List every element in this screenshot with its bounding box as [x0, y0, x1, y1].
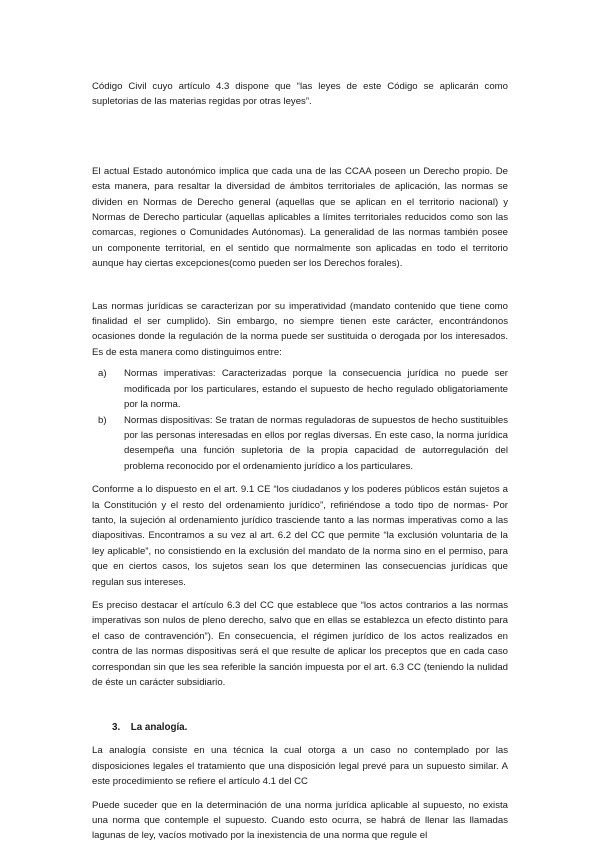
paragraph-imperatividad: Las normas jurídicas se caracterizan por su imperatividad (mandato contenido que tiene como finalidad el ser cumplido). Sin embargo, no siempre tienen este carácter, encontrándonos ocasiones donde la regulación de la norma puede ser sustituida o derogada por los interesados. Es de esta manera como distinguimos entre:	[92, 300, 508, 358]
paragraph-estado-autonomico: El actual Estado autonómico implica que cada una de las CCAA poseen un Derecho propio. De esta manera, para resaltar la diversidad de ámbitos territoriales de aplicación, las normas se dividen en Normas de Derecho general (aquellas que se aplican en el territorio nacional) y Normas de Derecho particular (aquellas aplicables a límites territoriales reducidos como son las comarcas, regiones o Comunidades Autónomas). La generalidad de las normas también posee un componente territorial, en el sentido que normalmente son aplicadas en todo el territorio aunque hay ciertas excepciones(como pueden ser los Derechos forales).	[92, 165, 508, 270]
list-marker: a)	[98, 368, 107, 380]
list-marker: b)	[98, 414, 107, 426]
section-heading	[92, 720, 508, 735]
list-item-text: Normas dispositivas: Se tratan de normas reguladoras de supuestos de hecho sustituibles por las personas interesadas en ellos por reglas diversas. En este caso, la norma jurídica desempeña una función supletoria de la propia capacidad de autorregulación del problema reconocido por el ordenamiento jurídico a los particulares.	[124, 414, 508, 472]
paragraph-conforme: Conforme a lo dispuesto en el art. 9.1 CE “los ciudadanos y los poderes públicos están sujetos a la Constitución y el resto del ordenamiento jurídico”, refiriéndose a todo tipo de normas- Por tanto, la sujeción al ordenamiento jurídico trasciende tanto a las normas imperativas como a las diapositivas. Encontramos a su vez al art. 6.2 del CC que permite “la exclusión voluntaria de la ley aplicable”, no consistiendo en la exclusión del mandato de la norma sino en el permiso, para que en ciertos casos, los sujetos sean los que determinen las consecuencias jurídicas que regulan sus intereses.	[92, 484, 508, 588]
paragraph-intro: Código Civil cuyo artículo 4.3 dispone que “las leyes de este Código se aplicarán como supletorias de las materias regidas por otras leyes”.	[92, 81, 508, 108]
section-number: 3.	[112, 722, 121, 734]
list-item	[98, 413, 508, 475]
norm-types-list	[92, 366, 508, 474]
section-title: La analogía.	[130, 722, 188, 734]
paragraph-puede-suceder: Puede suceder que en la determinación de una norma jurídica aplicable al supuesto, no exista una norma que contemple el supuesto. Cuando esto ocurra, se habrá de llenar las llamadas lagunas de ley, vacíos motivado por la inexistencia de una norma que regule el	[92, 799, 508, 842]
paragraph-preciso: Es preciso destacar el artículo 6.3 del CC que establece que “los actos contrarios a las normas imperativas son nulos de pleno derecho, salvo que en ellas se establezca un efecto distinto para el caso de contravención”). En consecuencia, el régimen jurídico de los actos realizados en contra de las normas dispositivas será el que resulte de aplicar los preceptos que en cada caso correspondan sin que les sea referible la sanción impuesta por el art. 6.3 CC (teniendo la nulidad de éste un carácter subsidiario.	[92, 599, 508, 688]
list-item-text: Normas imperativas: Caracterizadas porque la consecuencia jurídica no puede ser modificada por los particulares, estando el supuesto de hecho regulado obligatoriamente por la norma.	[124, 368, 508, 411]
list-item	[98, 366, 508, 412]
paragraph-analogia: La analogía consiste en una técnica la cual otorga a un caso no contemplado por las disposiciones legales el tratamiento que una disposición legal prevé para un supuesto similar. A este procedimiento se refiere el artículo 4.1 del CC	[92, 745, 508, 788]
